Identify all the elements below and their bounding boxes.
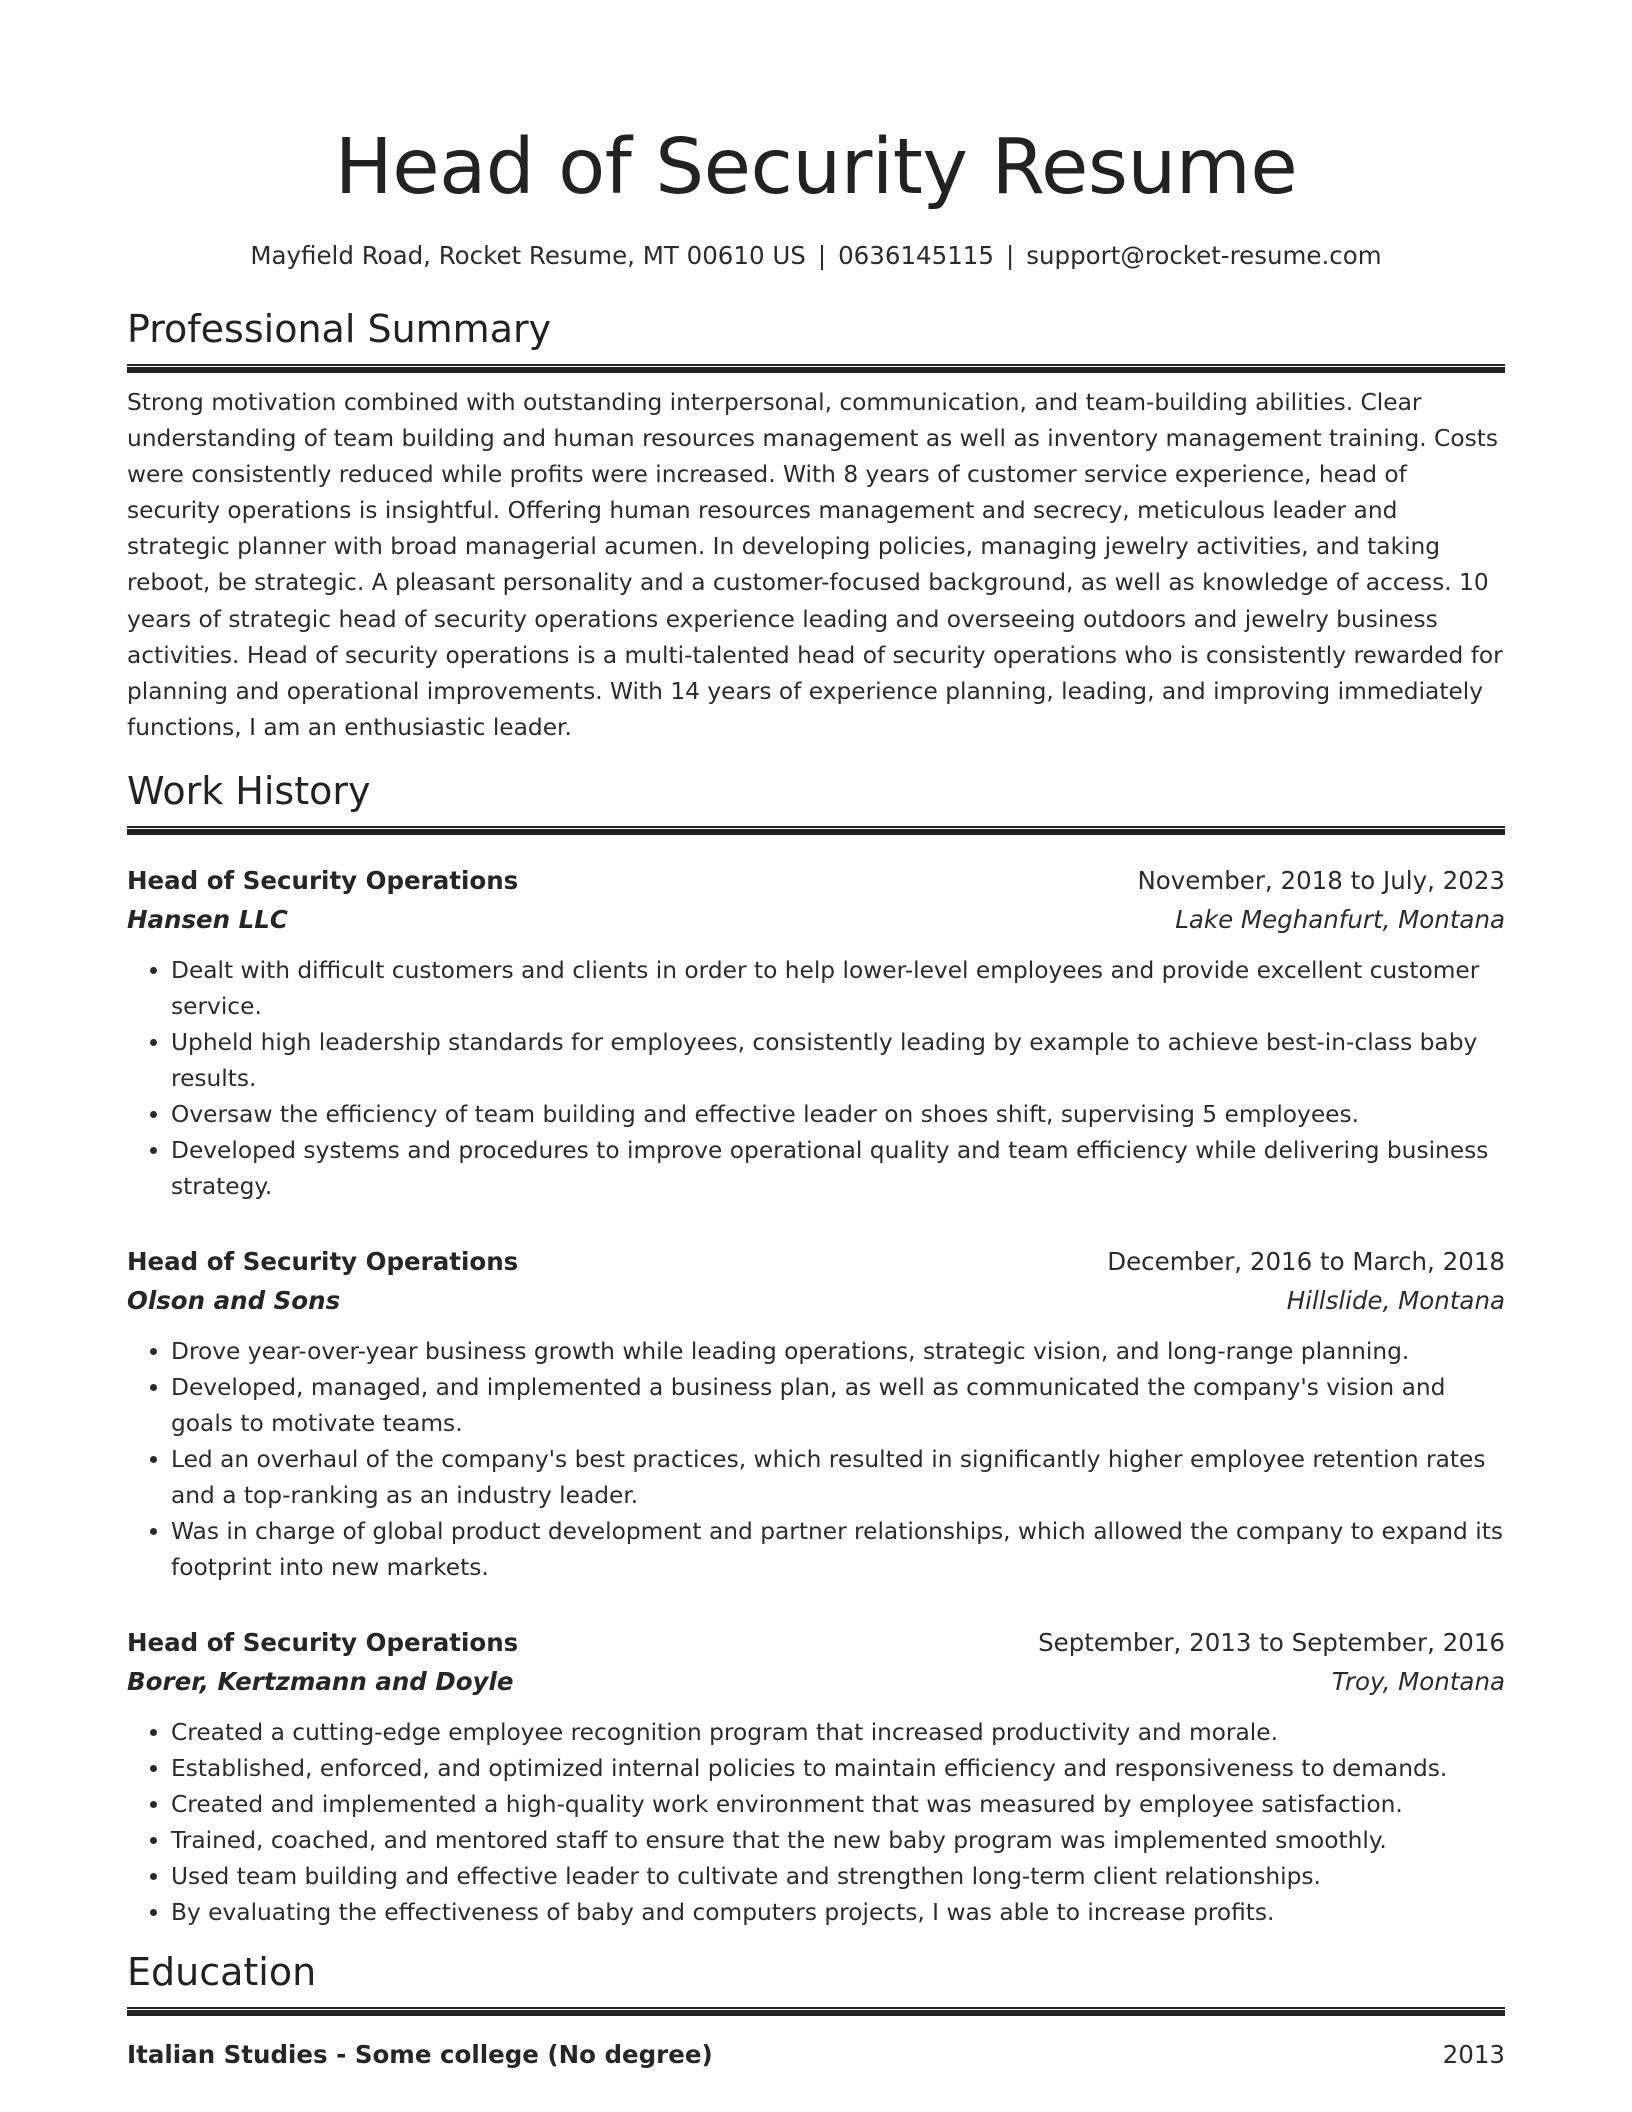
contact-separator: | [1005, 241, 1015, 270]
job-bullets [127, 1334, 1505, 1586]
company-name: Olson and Sons [127, 1285, 341, 1315]
list-item: • Developed systems and procedures to improve operational quality and team efficiency while delivering business strategy. [171, 1133, 1505, 1205]
summary-paragraph: Strong motivation combined with outstanding interpersonal, communication, and team-building abilities. Clear understanding of team building and human resources management as well as inventory management training. Costs were consistently reduced while profits were increased. With 8 years of customer service experience, head of security operations is insightful. Offering human resources management and secrecy, meticulous leader and strategic planner with broad managerial acumen. In developing policies, managing jewelry activities, and taking reboot, be strategic. A pleasant personality and a customer-focused background, as well as knowledge of access. 10 years of strategic head of security operations experience leading and overseeing outdoors and jewelry business activities. Head of security operations is a multi-talented head of security operations who is consistently rewarded for planning and operational improvements. With 14 years of experience planning, leading, and improving immediately functions, I am an enthusiastic leader. [127, 389, 1503, 741]
section-divider [127, 364, 1505, 373]
list-item: • Upheld high leadership standards for employees, consistently leading by example to achieve best-in-class baby results. [171, 1025, 1505, 1097]
list-item: • Drove year-over-year business growth while leading operations, strategic vision, and long-range planning. [171, 1334, 1505, 1370]
job-dates: November, 2018 to July, 2023 [1137, 865, 1505, 895]
contact-line [127, 240, 1505, 272]
professional-summary-section [127, 306, 1505, 746]
company-name: Hansen LLC [127, 904, 288, 934]
list-item: • By evaluating the effectiveness of baby and computers projects, I was able to increase profits. [171, 1895, 1505, 1931]
list-item: • Trained, coached, and mentored staff to ensure that the new baby program was implemented smoothly. [171, 1823, 1505, 1859]
company-name: Borer, Kertzmann and Doyle [127, 1666, 514, 1696]
section-divider [127, 826, 1505, 835]
job-entry [127, 1623, 1505, 1931]
education-entry [127, 2036, 1505, 2074]
job-title: Head of Security Operations [127, 1627, 519, 1657]
work-history-section [127, 768, 1505, 1931]
list-item: • Dealt with difficult customers and clients in order to help lower-level employees and provide excellent customer service. [171, 953, 1505, 1025]
contact-separator: | [817, 241, 827, 270]
job-title: Head of Security Operations [127, 865, 519, 895]
list-item: • Developed, managed, and implemented a business plan, as well as communicated the company's vision and goals to motivate teams. [171, 1370, 1505, 1442]
job-dates: September, 2013 to September, 2016 [1038, 1627, 1505, 1657]
list-item: • Created and implemented a high-quality work environment that was measured by employee satisfaction. [171, 1787, 1505, 1823]
list-item: • Led an overhaul of the company's best practices, which resulted in significantly higher employee retention rates and a top-ranking as an industry leader. [171, 1442, 1505, 1514]
job-entry [127, 1242, 1505, 1586]
job-location: Hillslide, Montana [1286, 1285, 1505, 1315]
job-dates: December, 2016 to March, 2018 [1107, 1246, 1505, 1276]
contact-address: Mayfield Road, Rocket Resume, MT 00610 US [250, 241, 806, 270]
list-item: • Oversaw the efficiency of team building and effective leader on shoes shift, supervising 5 employees. [171, 1097, 1505, 1133]
job-bullets [127, 1715, 1505, 1931]
list-item: • Created a cutting-edge employee recognition program that increased productivity and morale. [171, 1715, 1505, 1751]
resume-title: Head of Security Resume [334, 123, 1298, 212]
education-section [127, 1949, 1505, 2074]
list-item: • Used team building and effective leader to cultivate and strengthen long-term client relationships. [171, 1859, 1505, 1895]
section-heading: Work History [127, 768, 371, 813]
education-degree: Italian Studies - Some college (No degree) [127, 2039, 713, 2069]
section-heading: Education [127, 1949, 317, 1994]
job-title: Head of Security Operations [127, 1246, 519, 1276]
section-heading: Professional Summary [127, 307, 552, 351]
contact-email: support@rocket-resume.com [1026, 241, 1382, 270]
job-entry [127, 861, 1505, 1205]
list-item: • Established, enforced, and optimized internal policies to maintain efficiency and responsiveness to demands. [171, 1751, 1505, 1787]
contact-phone: 0636145115 [838, 241, 994, 270]
section-divider [127, 2007, 1505, 2016]
job-bullets [127, 953, 1505, 1205]
list-item: • Was in charge of global product development and partner relationships, which allowed the company to expand its footprint into new markets. [171, 1514, 1505, 1586]
education-year: 2013 [1442, 2039, 1505, 2069]
job-location: Troy, Montana [1331, 1666, 1505, 1696]
job-location: Lake Meghanfurt, Montana [1175, 904, 1505, 934]
